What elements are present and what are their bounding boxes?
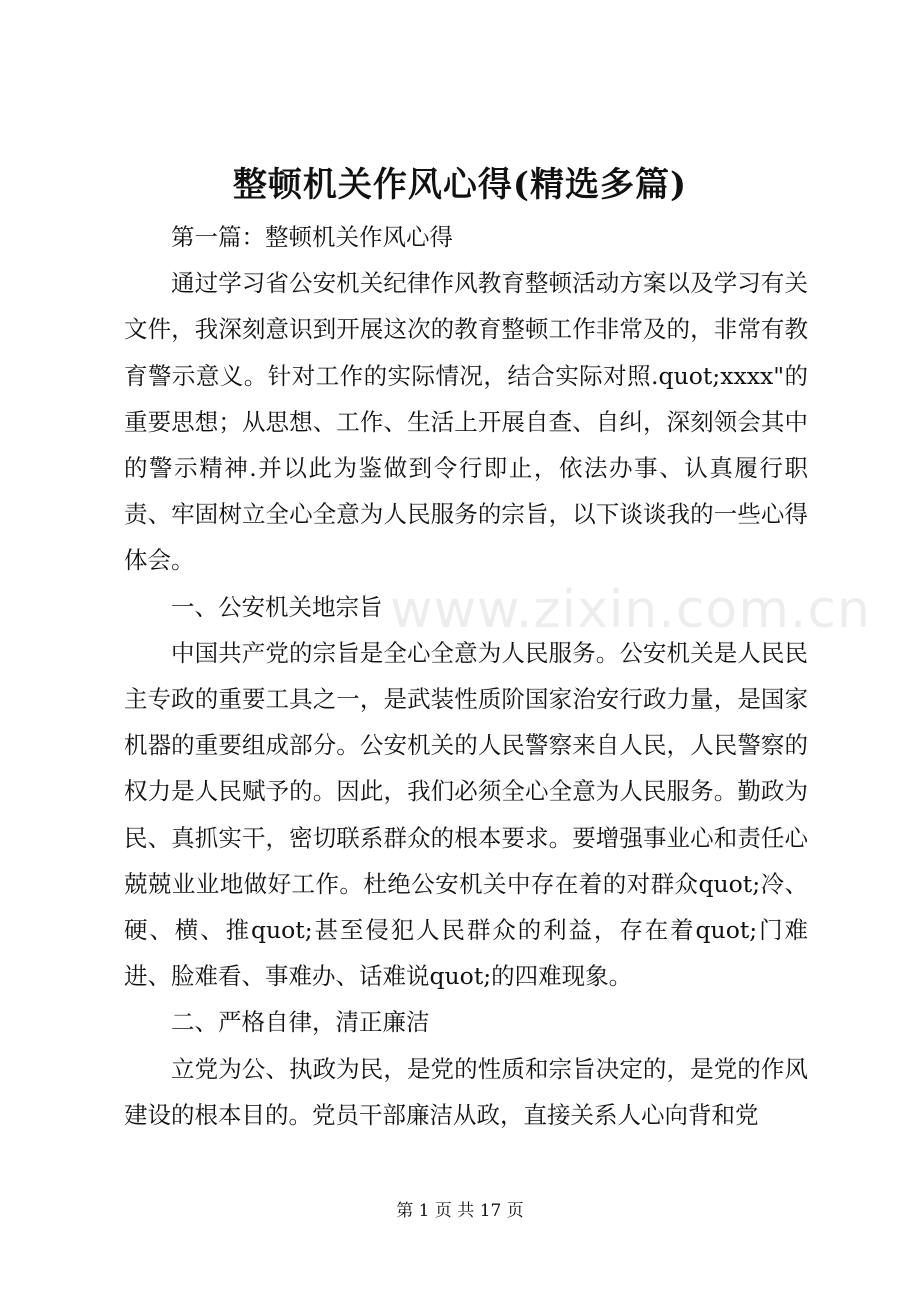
section-heading: 第一篇：整顿机关作风心得 xyxy=(171,223,453,251)
paragraph-purpose: 中国共产党的宗旨是全心全意为人民服务。公安机关是人民民主专政的重要工具之一，是武装性质阶国家治安行政力量，是国家机器的重要组成部分。公安机关的人民警察来自人民，人民警察的权力是人民赋予的。因此，我们必须全心全意为人民服务。勤政为民、真抓实干，密切联系群众的根本要求。要增强事业心和责任心兢兢业业地做好工作。杜绝公安机关中存在着的对群众quot;冷、硬、横、推quot;甚至侵犯人民群众的利益，存在着quot;门难进、脸难看、事难办、话难说quot;的四难现象。 xyxy=(124,638,808,991)
document-body xyxy=(124,214,808,1138)
paragraph-discipline: 立党为公、执政为民，是党的性质和宗旨决定的，是党的作风建设的根本目的。党员干部廉洁从政，直接关系人心向背和党 xyxy=(124,1054,808,1129)
paragraph-intro: 通过学习省公安机关纪律作风教育整顿活动方案以及学习有关文件，我深刻意识到开展这次的教育整顿工作非常及的，非常有教育警示意义。针对工作的实际情况，结合实际对照.quot;xxxx"的重要思想；从思想、工作、生活上开展自查、自纠，深刻领会其中的警示精神.并以此为鉴做到令行即止，依法办事、认真履行职责、牢固树立全心全意为人民服务的宗旨，以下谈谈我的一些心得体会。 xyxy=(124,269,808,575)
watermark: www.zixin.com.cn xyxy=(390,580,871,640)
subheading-purpose: 一、公安机关地宗旨 xyxy=(171,592,383,621)
page-footer: 第 1 页 共 17 页 xyxy=(396,1201,524,1221)
document-title: 整顿机关作风心得(精选多篇) xyxy=(232,165,688,205)
subheading-discipline: 二、严格自律，清正廉洁 xyxy=(171,1008,430,1037)
